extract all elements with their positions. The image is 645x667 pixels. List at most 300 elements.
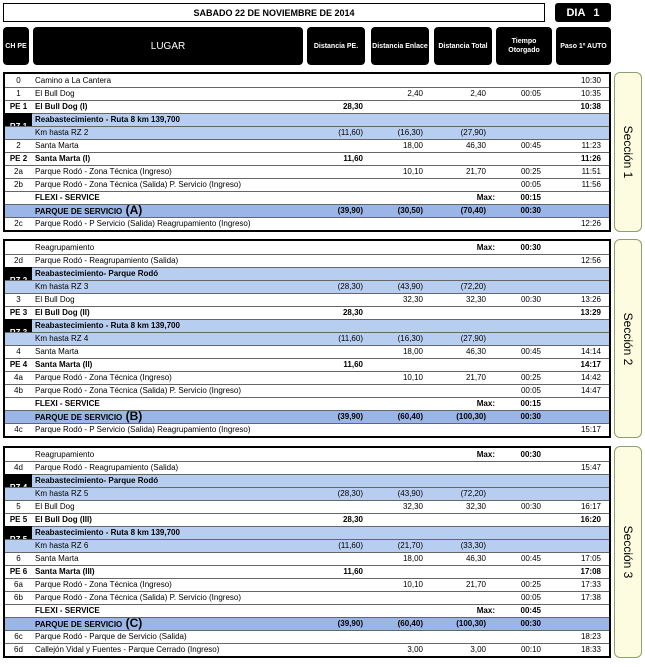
row-divider — [5, 397, 609, 398]
row-tiempo — [491, 423, 541, 436]
row-paso: 17:33 — [580, 580, 601, 589]
row-lugar: Parque Rodó - Zona Técnica (Salida) P. Servicio (Ingreso) — [35, 386, 242, 395]
row-distancia-enlace — [365, 100, 423, 113]
row-lugar: Km hasta RZ 4 — [35, 334, 89, 343]
row-ch: 4b — [14, 386, 23, 395]
row-distancia-total — [426, 423, 486, 436]
row-lugar: Parque Rodó - Zona Técnica (Salida) P. Servicio (Ingreso) — [35, 593, 242, 602]
row-paso — [553, 332, 601, 345]
row-distancia-enlace: (16,30) — [397, 334, 423, 343]
row-divider — [5, 165, 609, 166]
row-distancia-total — [426, 384, 486, 397]
table-row — [5, 345, 609, 358]
row-tiempo: 00:45 — [520, 141, 541, 150]
max-label: Max: — [476, 450, 495, 459]
row-distancia-enlace: (43,90) — [397, 282, 423, 291]
row-distancia-enlace: (16,30) — [397, 128, 423, 137]
row-distancia-total — [426, 630, 486, 643]
row-divider — [5, 474, 609, 475]
max-label: Max: — [476, 399, 495, 408]
table-row — [5, 280, 609, 293]
table-row — [5, 371, 609, 384]
row-lugar: Parque Rodó - P Servicio (Salida) Reagrupamiento (Ingreso) — [35, 219, 251, 228]
row-distancia-pe — [305, 87, 363, 100]
row-paso — [553, 280, 601, 293]
row-distancia-total — [426, 591, 486, 604]
row-distancia-pe: 28,30 — [342, 515, 363, 524]
row-paso: 18:33 — [580, 645, 601, 654]
row-divider — [5, 126, 609, 127]
row-distancia-enlace: (43,90) — [397, 489, 423, 498]
row-distancia-enlace: (21,70) — [397, 541, 423, 550]
row-paso: 12:56 — [580, 256, 601, 265]
row-distancia-pe: (28,30) — [337, 282, 363, 291]
row-tiempo: 00:05 — [520, 180, 541, 189]
row-divider — [5, 358, 609, 359]
day-label: DIA — [566, 6, 586, 19]
table-row — [5, 410, 609, 423]
column-header-distancia-total: Distancia Total — [434, 27, 492, 65]
table-row — [5, 384, 609, 397]
row-distancia-pe — [305, 552, 363, 565]
row-tiempo: 00:05 — [520, 386, 541, 395]
table-row — [5, 165, 609, 178]
row-paso: 10:35 — [580, 89, 601, 98]
table-row — [5, 319, 609, 332]
row-distancia-enlace — [365, 358, 423, 371]
row-lugar: Callejón Vidal y Fuentes - Parque Cerrado (Ingreso) — [35, 645, 220, 654]
row-tiempo: 00:05 — [520, 89, 541, 98]
row-divider — [5, 513, 609, 514]
row-divider — [5, 204, 609, 205]
row-paso: 15:17 — [580, 425, 601, 434]
row-paso: 11:23 — [581, 141, 601, 150]
row-distancia-total — [426, 152, 486, 165]
row-tiempo: 00:30 — [520, 295, 541, 304]
row-distancia-pe — [305, 578, 363, 591]
table-row — [5, 423, 609, 436]
row-divider — [5, 139, 609, 140]
table-row — [5, 87, 609, 100]
row-ch — [5, 604, 32, 617]
table-row — [5, 487, 609, 500]
row-lugar: Reabastecimiento - Ruta 8 km 139,700 — [35, 115, 180, 124]
table-row — [5, 643, 609, 656]
section-table — [3, 446, 611, 658]
row-distancia-total: 2,40 — [470, 89, 486, 98]
row-paso — [553, 539, 601, 552]
row-divider — [5, 267, 609, 268]
row-lugar: Reagrupamiento — [35, 450, 95, 459]
table-row — [5, 513, 609, 526]
row-distancia-enlace: (30,50) — [397, 206, 423, 215]
row-lugar: Parque Rodó - Reagrupamiento (Salida) — [35, 463, 179, 472]
row-tiempo — [491, 513, 541, 526]
row-distancia-pe — [305, 643, 363, 656]
row-distancia-total: 32,30 — [465, 295, 486, 304]
row-divider — [5, 539, 609, 540]
row-divider — [5, 254, 609, 255]
row-ch: 4 — [16, 347, 21, 356]
row-distancia-total: 21,70 — [465, 373, 486, 382]
row-tiempo — [491, 565, 541, 578]
row-distancia-pe: 11,60 — [343, 360, 363, 369]
row-lugar: Km hasta RZ 2 — [35, 128, 89, 137]
row-tiempo — [491, 126, 541, 139]
row-distancia-total: (27,90) — [460, 334, 486, 343]
row-divider — [5, 423, 609, 424]
row-divider — [5, 319, 609, 320]
row-tiempo — [491, 254, 541, 267]
row-divider — [5, 565, 609, 566]
row-ch: 4d — [14, 463, 23, 472]
row-distancia-enlace: 2,40 — [407, 89, 423, 98]
row-paso: 16:17 — [580, 502, 601, 511]
table-row — [5, 358, 609, 371]
row-tiempo — [491, 306, 541, 319]
row-divider — [5, 617, 609, 618]
row-distancia-pe: (39,90) — [337, 412, 363, 421]
row-paso: 11:51 — [581, 167, 601, 176]
row-lugar: Reabastecimiento - Ruta 8 km 139,700 — [35, 528, 180, 537]
row-lugar: PARQUE DE SERVICIO (B) — [35, 409, 143, 423]
row-ch — [5, 241, 32, 254]
row-tiempo: 00:30 — [520, 412, 541, 421]
row-divider — [5, 178, 609, 179]
row-lugar: Camino a La Cantera — [35, 76, 112, 85]
table-row — [5, 474, 609, 487]
row-distancia-enlace — [365, 384, 423, 397]
row-divider — [5, 487, 609, 488]
parque-letter: (A) — [122, 203, 143, 217]
row-distancia-enlace — [365, 306, 423, 319]
row-paso: 14:17 — [580, 360, 601, 369]
row-divider — [5, 280, 609, 281]
row-distancia-total — [426, 306, 486, 319]
row-distancia-pe: (11,60) — [338, 128, 363, 137]
row-tiempo: 00:25 — [520, 373, 541, 382]
row-divider — [5, 306, 609, 307]
row-tiempo — [491, 539, 541, 552]
row-ch: 2a — [14, 167, 23, 176]
row-distancia-enlace — [365, 630, 423, 643]
table-row — [5, 293, 609, 306]
row-ch: 4c — [14, 425, 23, 434]
row-lugar: Reagrupamiento — [35, 243, 95, 252]
row-ch: 3 — [16, 295, 21, 304]
row-ch: PE 3 — [9, 308, 28, 317]
table-row — [5, 306, 609, 319]
row-tiempo — [491, 461, 541, 474]
parque-letter: (C) — [122, 616, 143, 630]
section-table — [3, 239, 611, 438]
row-distancia-pe — [305, 345, 363, 358]
row-distancia-pe: (39,90) — [337, 206, 363, 215]
row-distancia-pe: (39,90) — [337, 619, 363, 628]
row-lugar: Reabastecimiento- Parque Rodó — [35, 269, 159, 278]
section-tab — [614, 446, 642, 658]
row-paso: 17:38 — [580, 593, 601, 602]
row-divider — [5, 461, 609, 462]
row-paso: 16:20 — [580, 515, 601, 524]
row-divider — [5, 152, 609, 153]
row-lugar: Parque Rodó - Reagrupamiento (Salida) — [35, 256, 179, 265]
row-distancia-pe — [305, 371, 363, 384]
row-distancia-total — [426, 358, 486, 371]
row-tiempo: 00:15 — [520, 193, 541, 202]
row-distancia-pe — [305, 461, 363, 474]
row-divider — [5, 526, 609, 527]
row-distancia-pe — [305, 293, 363, 306]
row-divider — [5, 191, 609, 192]
table-row — [5, 254, 609, 267]
row-distancia-pe: (11,60) — [338, 541, 363, 550]
parque-letter: (B) — [122, 409, 143, 423]
row-distancia-total: 32,30 — [465, 502, 486, 511]
row-distancia-pe — [305, 178, 363, 191]
row-distancia-total: 21,70 — [465, 167, 486, 176]
row-ch: 6b — [14, 593, 23, 602]
table-row — [5, 204, 609, 217]
table-row — [5, 178, 609, 191]
table-row — [5, 591, 609, 604]
row-ch: PE 1 — [9, 102, 28, 111]
row-lugar: Santa Marta — [35, 347, 79, 356]
row-divider — [5, 630, 609, 631]
row-distancia-total: 46,30 — [465, 347, 486, 356]
row-tiempo: 00:30 — [520, 502, 541, 511]
row-lugar: Santa Marta (II) — [35, 360, 93, 369]
row-ch — [5, 448, 32, 461]
row-tiempo — [491, 358, 541, 371]
section-table — [3, 72, 611, 232]
row-tiempo: 00:45 — [520, 606, 541, 615]
table-row — [5, 126, 609, 139]
table-row — [5, 578, 609, 591]
row-ch: 0 — [16, 76, 21, 85]
row-divider — [5, 384, 609, 385]
row-paso: 15:47 — [580, 463, 601, 472]
row-lugar: Km hasta RZ 3 — [35, 282, 89, 291]
row-paso: 13:26 — [580, 295, 601, 304]
row-distancia-total — [426, 217, 486, 230]
row-divider — [5, 87, 609, 88]
table-row — [5, 604, 609, 617]
row-ch: PE 4 — [9, 360, 28, 369]
row-paso: 13:29 — [580, 308, 601, 317]
row-distancia-enlace — [365, 254, 423, 267]
row-distancia-enlace: 10,10 — [402, 167, 423, 176]
row-divider — [5, 578, 609, 579]
row-distancia-total: 21,70 — [465, 580, 486, 589]
row-distancia-enlace — [365, 565, 423, 578]
row-paso: 18:23 — [580, 632, 601, 641]
row-distancia-total: (72,20) — [460, 489, 486, 498]
row-lugar: PARQUE DE SERVICIO (A) — [35, 203, 143, 217]
max-label: Max: — [476, 243, 495, 252]
row-tiempo — [491, 487, 541, 500]
row-divider — [5, 293, 609, 294]
row-lugar: El Bull Dog — [35, 295, 75, 304]
row-tiempo: 00:25 — [520, 167, 541, 176]
row-paso: 14:47 — [580, 386, 601, 395]
row-paso: 17:08 — [580, 567, 601, 576]
row-paso: 14:14 — [580, 347, 601, 356]
table-row — [5, 241, 609, 254]
row-ch — [5, 397, 32, 410]
row-distancia-total: (100,30) — [456, 412, 486, 421]
row-tiempo — [491, 100, 541, 113]
row-paso: 11:26 — [580, 154, 601, 163]
row-distancia-total: 46,30 — [465, 141, 486, 150]
row-tiempo — [491, 217, 541, 230]
row-distancia-enlace — [365, 513, 423, 526]
row-tiempo: 00:30 — [520, 450, 541, 459]
row-lugar: Parque Rodó - Zona Técnica (Ingreso) — [35, 167, 172, 176]
row-divider — [5, 371, 609, 372]
row-divider — [5, 332, 609, 333]
row-distancia-pe — [305, 217, 363, 230]
row-distancia-total — [426, 461, 486, 474]
row-distancia-pe: 28,30 — [342, 102, 363, 111]
row-distancia-enlace: 10,10 — [402, 580, 423, 589]
row-lugar: Parque Rodó - Zona Técnica (Salida) P. Servicio (Ingreso) — [35, 180, 242, 189]
row-ch: PE 5 — [9, 515, 28, 524]
row-paso — [553, 487, 601, 500]
day-badge — [555, 3, 611, 22]
row-divider — [5, 500, 609, 501]
row-lugar: El Bull Dog — [35, 502, 75, 511]
row-lugar: Santa Marta — [35, 141, 79, 150]
section-label: Sección 1 — [621, 125, 635, 179]
row-distancia-pe: 11,60 — [343, 567, 363, 576]
row-distancia-enlace — [365, 591, 423, 604]
row-distancia-enlace: (60,40) — [397, 619, 423, 628]
row-distancia-pe — [305, 630, 363, 643]
row-tiempo: 00:45 — [520, 347, 541, 356]
row-divider — [5, 100, 609, 101]
row-distancia-enlace: 3,00 — [407, 645, 423, 654]
row-distancia-enlace — [365, 74, 423, 87]
row-lugar: Parque Rodó - Zona Técnica (Ingreso) — [35, 373, 172, 382]
row-tiempo — [491, 152, 541, 165]
row-lugar: FLEXI - SERVICE — [35, 193, 100, 202]
row-tiempo: 00:45 — [520, 554, 541, 563]
row-tiempo: 00:30 — [520, 243, 541, 252]
table-row — [5, 267, 609, 280]
table-row — [5, 565, 609, 578]
row-distancia-total: 46,30 — [465, 554, 486, 563]
row-lugar: PARQUE DE SERVICIO (C) — [35, 616, 143, 630]
row-paso: 14:42 — [580, 373, 601, 382]
column-header-paso: Paso 1º AUTO — [556, 27, 611, 65]
page-title: SABADO 22 DE NOVIEMBRE DE 2014 — [3, 3, 545, 22]
row-distancia-enlace: 32,30 — [402, 295, 423, 304]
row-tiempo: 00:30 — [520, 619, 541, 628]
row-distancia-total — [426, 100, 486, 113]
table-row — [5, 617, 609, 630]
table-row — [5, 74, 609, 87]
row-ch: PE 2 — [9, 154, 28, 163]
row-distancia-pe — [305, 591, 363, 604]
row-ch: PE 6 — [9, 567, 28, 576]
row-lugar: El Bull Dog — [35, 89, 75, 98]
row-distancia-enlace: 18,00 — [402, 141, 423, 150]
row-lugar: FLEXI - SERVICE — [35, 399, 100, 408]
row-tiempo: 00:30 — [520, 206, 541, 215]
row-lugar: Parque Rodó - P Servicio (Salida) Reagrupamiento (Ingreso) — [35, 425, 251, 434]
row-lugar: Reabastecimiento- Parque Rodó — [35, 476, 159, 485]
table-row — [5, 552, 609, 565]
column-header-distancia-pe: Distancia PE. — [307, 27, 365, 65]
row-ch — [5, 410, 32, 423]
table-row — [5, 539, 609, 552]
row-ch — [5, 204, 32, 217]
row-divider — [5, 217, 609, 218]
row-divider — [5, 643, 609, 644]
row-distancia-pe: (11,60) — [338, 334, 363, 343]
row-distancia-pe: 11,60 — [343, 154, 363, 163]
table-row — [5, 217, 609, 230]
table-row — [5, 526, 609, 539]
column-header-distancia-enlace: Distancia Enlace — [371, 27, 429, 65]
row-distancia-pe — [305, 384, 363, 397]
row-distancia-enlace — [365, 217, 423, 230]
row-divider — [5, 591, 609, 592]
row-paso — [553, 126, 601, 139]
row-distancia-enlace — [365, 152, 423, 165]
row-tiempo: 00:25 — [520, 580, 541, 589]
row-distancia-enlace: 32,30 — [402, 502, 423, 511]
row-distancia-enlace — [365, 461, 423, 474]
row-ch: 6d — [14, 645, 23, 654]
row-distancia-total — [426, 254, 486, 267]
row-lugar: El Bull Dog (III) — [35, 515, 92, 524]
table-row — [5, 332, 609, 345]
row-lugar: Santa Marta (I) — [35, 154, 91, 163]
row-distancia-enlace: (60,40) — [397, 412, 423, 421]
row-ch: 1 — [16, 89, 21, 98]
max-label: Max: — [476, 606, 495, 615]
row-distancia-pe — [305, 254, 363, 267]
row-ch — [5, 191, 32, 204]
row-distancia-total: (100,30) — [456, 619, 486, 628]
row-paso: 10:30 — [580, 76, 601, 85]
row-ch: 6 — [16, 554, 21, 563]
row-tiempo — [491, 280, 541, 293]
day-number: 1 — [593, 6, 600, 19]
row-divider — [5, 604, 609, 605]
row-ch: 5 — [16, 502, 21, 511]
table-row — [5, 500, 609, 513]
row-distancia-total: (70,40) — [460, 206, 486, 215]
row-ch: 2b — [14, 180, 23, 189]
section-tab — [614, 239, 642, 438]
row-ch: 2c — [14, 219, 23, 228]
table-row — [5, 100, 609, 113]
row-paso: 17:05 — [580, 554, 601, 563]
table-row — [5, 448, 609, 461]
row-distancia-total: (27,90) — [460, 128, 486, 137]
row-lugar: Parque Rodó - Parque de Servicio (Salida) — [35, 632, 187, 641]
table-row — [5, 152, 609, 165]
row-divider — [5, 113, 609, 114]
section-tab — [614, 72, 642, 232]
table-row — [5, 113, 609, 126]
row-distancia-total — [426, 178, 486, 191]
row-lugar: Km hasta RZ 6 — [35, 541, 89, 550]
row-paso: 12:26 — [580, 219, 601, 228]
